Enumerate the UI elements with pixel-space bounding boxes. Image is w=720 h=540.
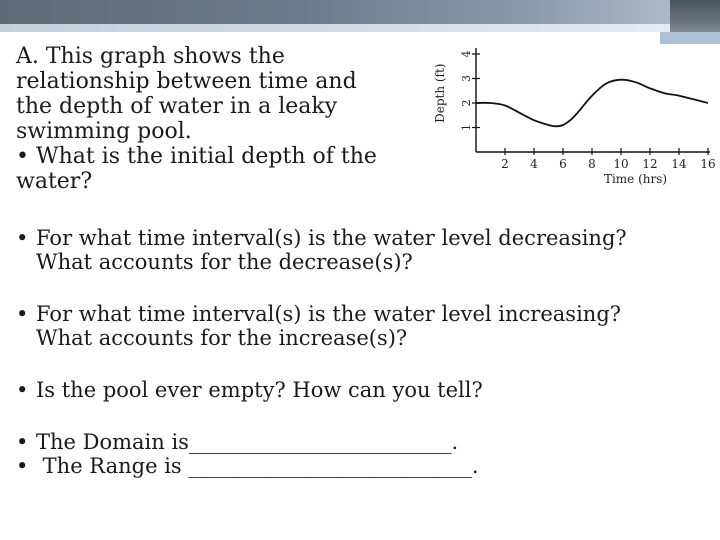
y-tick-label: 4 <box>460 50 473 58</box>
bullet-mark: • <box>16 302 29 326</box>
question-line: Is the pool ever empty? How can you tell? <box>36 378 483 402</box>
intro-line: A. This graph shows the <box>16 44 285 69</box>
x-tick-label: 10 <box>613 157 629 171</box>
decreasing-question <box>16 226 706 274</box>
bullet-mark: • <box>16 430 29 454</box>
depth-curve <box>476 80 708 127</box>
bullet-mark: • <box>16 454 29 478</box>
question-line: The Domain is_________________________. <box>36 430 459 454</box>
initial-depth-question-cont: water? <box>16 169 93 194</box>
y-tick-label: 3 <box>460 75 473 82</box>
x-tick-label: 8 <box>588 157 596 171</box>
bullet-mark: • <box>16 378 29 402</box>
y-axis-label: Depth (ft) <box>433 63 447 123</box>
range-question <box>16 454 706 478</box>
x-tick-label: 2 <box>501 157 509 171</box>
intro-line: the depth of water in a leaky <box>16 94 338 119</box>
y-tick-label: 1 <box>460 124 473 131</box>
x-tick-label: 14 <box>671 157 687 171</box>
intro-line: relationship between time and <box>16 69 357 94</box>
question-list <box>16 226 706 478</box>
intro-line: swimming pool. <box>16 119 192 144</box>
initial-depth-question: • What is the initial depth of the <box>16 144 377 169</box>
increasing-question <box>16 302 706 350</box>
graph-axes <box>476 48 710 152</box>
question-line: The Range is ___________________________. <box>36 454 479 478</box>
domain-question <box>16 430 706 454</box>
x-tick-label: 12 <box>642 157 658 171</box>
depth-vs-time-graph <box>432 40 714 190</box>
x-tick-label: 4 <box>530 157 538 171</box>
question-line: For what time interval(s) is the water level decreasing? <box>36 226 627 250</box>
question-line: What accounts for the increase(s)? <box>36 326 408 350</box>
question-line: What accounts for the decrease(s)? <box>36 250 413 274</box>
x-axis-label: Time (hrs) <box>603 172 668 186</box>
intro-text <box>16 44 386 194</box>
graph-ticks <box>460 51 716 172</box>
y-tick-label: 2 <box>460 99 473 107</box>
x-tick-label: 16 <box>700 157 716 171</box>
header-band <box>0 0 720 24</box>
empty-question <box>16 378 706 402</box>
bullet-mark: • <box>16 226 29 250</box>
question-line: For what time interval(s) is the water level increasing? <box>36 302 622 326</box>
x-tick-label: 6 <box>559 157 567 171</box>
header-stripe <box>0 24 720 32</box>
